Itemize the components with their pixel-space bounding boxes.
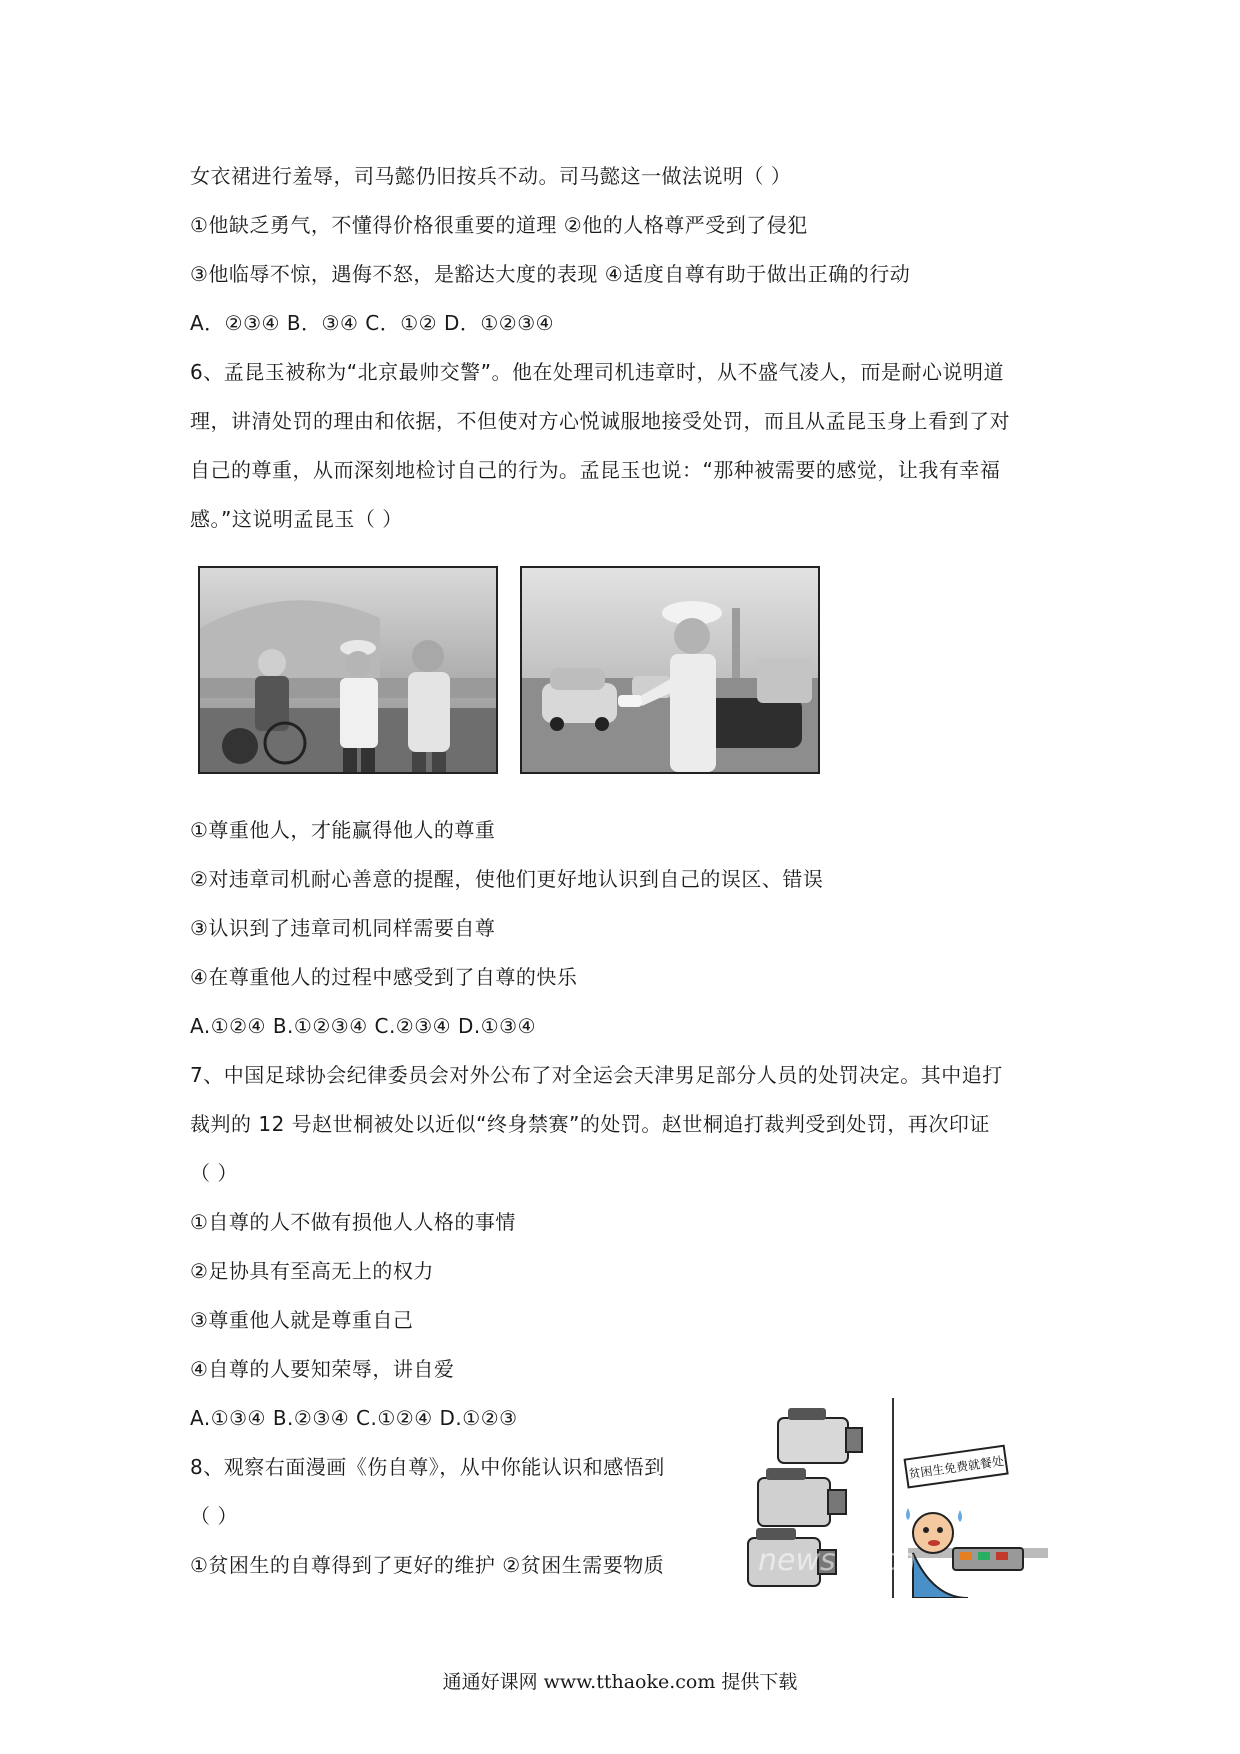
page-footer: 通通好课网 www.tthaoke.com 提供下载 <box>442 1671 798 1693</box>
text-line-q8-2: （ ） <box>190 1504 238 1528</box>
text-line-q6-answers: A.①②④ B.①②③④ C.②③④ D.①③④ <box>190 1014 537 1038</box>
text-line-q5-options-1: ①他缺乏勇气，不懂得价格很重要的道理 ②他的人格尊严受到了侵犯 <box>190 213 808 237</box>
text-line-q5-answers: A．②③④ B．③④ C．①② D．①②③④ <box>190 311 555 335</box>
cartoon-sign-label: 贫困生免费就餐处 <box>907 1453 1005 1482</box>
text-line-q6-option-1: ①尊重他人，才能赢得他人的尊重 <box>190 818 496 842</box>
photo-officer-handshake <box>198 566 498 774</box>
text-line-q5-options-2: ③他临辱不惊，遇侮不怒，是豁达大度的表现 ④适度自尊有助于做出正确的行动 <box>190 262 911 286</box>
text-line-q6-2: 理，讲清处罚的理由和依据，不但使对方心悦诚服地接受处罚，而且从孟昆玉身上看到了对 <box>190 409 1010 433</box>
text-line-q7-3: （ ） <box>190 1161 238 1185</box>
text-line-q7-1: 7、中国足球协会纪律委员会对外公布了对全运会天津男足部分人员的处罚决定。其中追打 <box>190 1063 1003 1087</box>
text-line-q6-option-4: ④在尊重他人的过程中感受到了自尊的快乐 <box>190 965 578 989</box>
photo-traffic-officer <box>520 566 820 774</box>
text-line-q7-option-2: ②足协具有至高无上的权力 <box>190 1259 434 1283</box>
text-line-q7-option-4: ④自尊的人要知荣辱，讲自爱 <box>190 1357 455 1381</box>
text-line-q8-1: 8、观察右面漫画《伤自尊》，从中你能认识和感悟到 <box>190 1455 665 1479</box>
text-line-q7-answers: A.①③④ B.②③④ C.①②④ D.①②③ <box>190 1406 518 1430</box>
text-line-q7-2: 裁判的 12 号赵世桐被处以近似“终身禁赛”的处罚。赵世桐追打裁判受到处罚，再次印证 <box>190 1112 990 1136</box>
cartoon-hurt-self-esteem <box>738 1398 1048 1598</box>
text-line-q6-4: 感。”这说明孟昆玉（ ） <box>190 507 403 531</box>
text-line-q7-option-3: ③尊重他人就是尊重自己 <box>190 1308 414 1332</box>
text-line-q6-option-2: ②对违章司机耐心善意的提醒，使他们更好地认识到自己的误区、错误 <box>190 867 824 891</box>
text-line-q5-continuation: 女衣裙进行羞辱，司马懿仍旧按兵不动。司马懿这一做法说明（ ） <box>190 164 792 188</box>
text-line-q6-3: 自己的尊重，从而深刻地检讨自己的行为。孟昆玉也说：“那种被需要的感觉，让我有幸福 <box>190 458 1001 482</box>
camera-icon <box>778 1408 862 1463</box>
text-line-q8-option-1: ①贫困生的自尊得到了更好的维护 ②贫困生需要物质 <box>190 1553 665 1577</box>
text-line-q6-option-3: ③认识到了违章司机同样需要自尊 <box>190 916 496 940</box>
cartoon-watermark: newscn.cn <box>758 1543 917 1578</box>
text-line-q6-1: 6、孟昆玉被称为“北京最帅交警”。他在处理司机违章时，从不盛气凌人，而是耐心说明道 <box>190 360 1004 384</box>
camera-icon <box>758 1468 846 1526</box>
text-line-q7-option-1: ①自尊的人不做有损他人人格的事情 <box>190 1210 516 1234</box>
